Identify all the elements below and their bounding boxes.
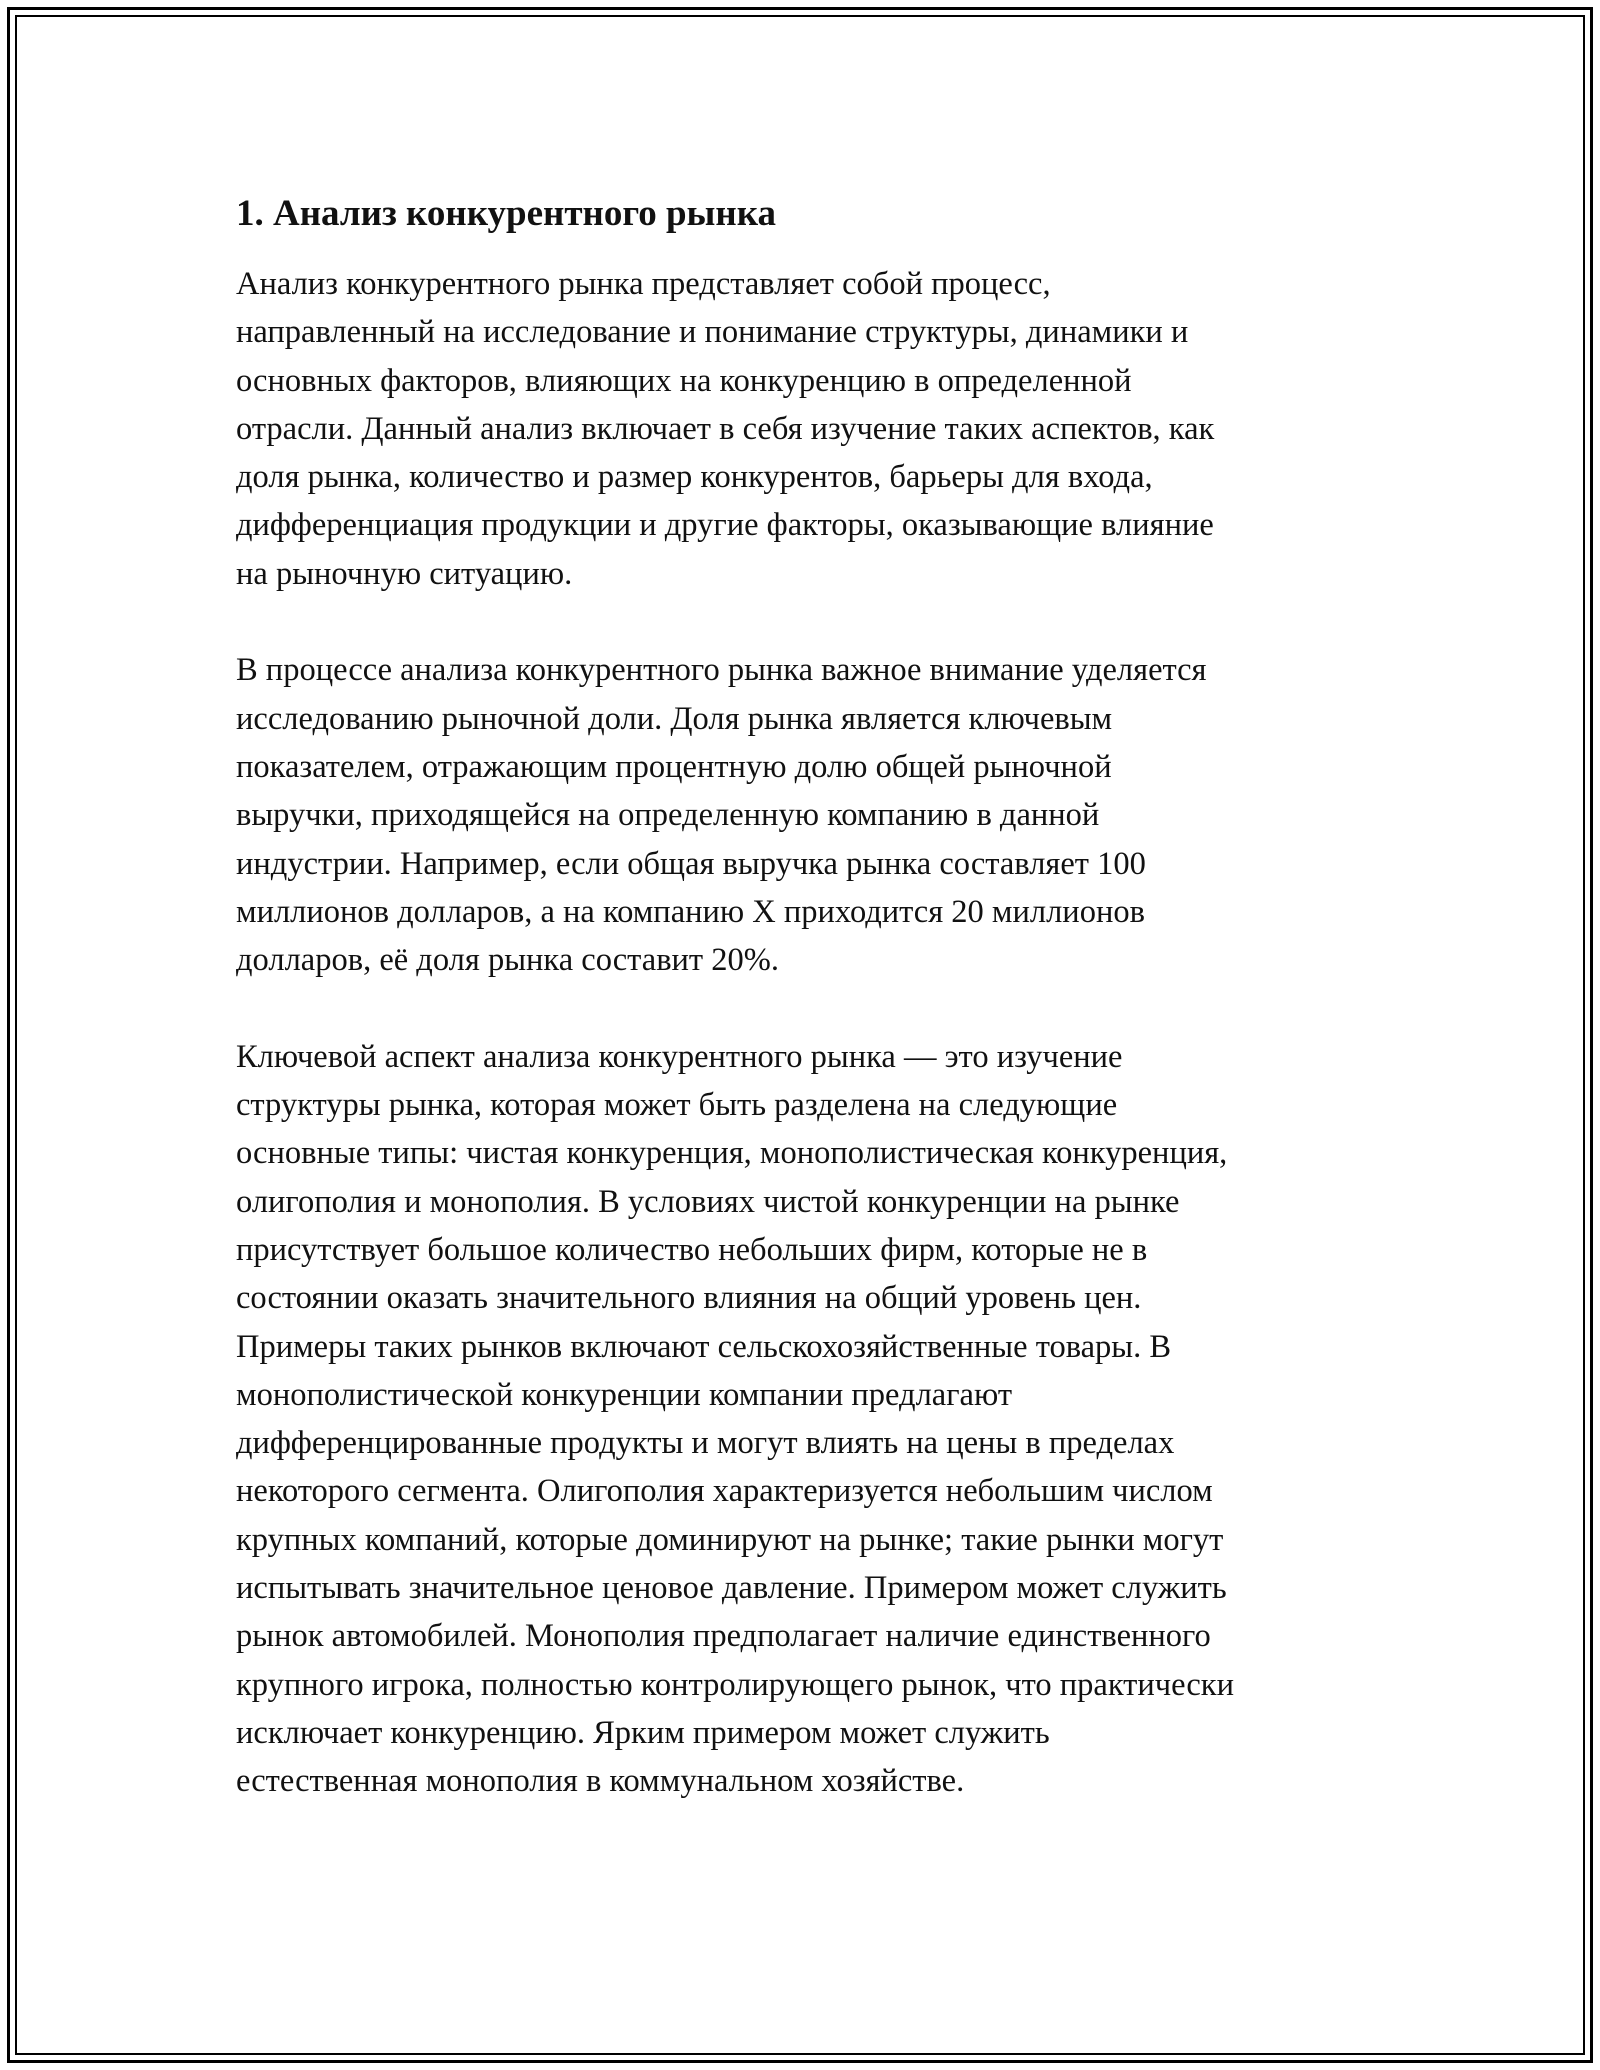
- text-line: выручки, приходящейся на определенную компанию в данной: [236, 797, 1100, 834]
- text-line: показателем, отражающим процентную долю общей рыночной: [236, 748, 1112, 785]
- text-line: монополистической конкуренции компании предлагают: [236, 1376, 1013, 1413]
- text-line: миллионов долларов, а на компанию X приходится 20 миллионов: [236, 893, 1145, 930]
- section-title: 1. Анализ конкурентного рынка: [236, 193, 776, 234]
- text-line: направленный на исследование и понимание структуры, динамики и: [236, 314, 1189, 351]
- text-line: отрасли. Данный анализ включает в себя изучение таких аспектов, как: [236, 410, 1215, 447]
- text-line: крупного игрока, полностью контролирующего рынок, что практически: [236, 1666, 1234, 1703]
- text-line: доля рынка, количество и размер конкурентов, барьеры для входа,: [236, 459, 1153, 496]
- paragraph-3: [236, 1033, 1376, 1806]
- text-line: дифференцированные продукты и могут влиять на цены в пределах: [236, 1425, 1175, 1462]
- text-line: долларов, её доля рынка составит 20%.: [236, 942, 779, 979]
- text-line: Примеры таких рынков включают сельскохозяйственные товары. В: [236, 1328, 1172, 1365]
- text-line: рынок автомобилей. Монополия предполагает наличие единственного: [236, 1618, 1211, 1655]
- document-body: [236, 188, 1376, 1806]
- text-line: В процессе анализа конкурентного рынка важное внимание уделяется: [236, 652, 1207, 689]
- text-line: Ключевой аспект анализа конкурентного рынка — это изучение: [236, 1038, 1123, 1075]
- text-line: исключает конкуренцию. Ярким примером может служить: [236, 1714, 1050, 1751]
- text-line: основные типы: чистая конкуренция, монополистическая конкуренция,: [236, 1135, 1228, 1172]
- text-line: олигополия и монополия. В условиях чистой конкуренции на рынке: [236, 1183, 1180, 1220]
- text-line: основных факторов, влияющих на конкуренцию в определенной: [236, 362, 1132, 399]
- text-line: естественная монополия в коммунальном хозяйстве.: [236, 1763, 965, 1800]
- text-line: некоторого сегмента. Олигополия характеризуется небольшим числом: [236, 1473, 1213, 1510]
- paragraph-1: [236, 260, 1376, 598]
- text-line: присутствует большое количество небольших фирм, которые не в: [236, 1231, 1148, 1268]
- text-line: дифференциация продукции и другие факторы, оказывающие влияние: [236, 507, 1214, 544]
- text-line: состоянии оказать значительного влияния на общий уровень цен.: [236, 1280, 1142, 1317]
- text-line: на рыночную ситуацию.: [236, 555, 573, 592]
- paragraph-2: [236, 646, 1376, 984]
- text-line: крупных компаний, которые доминируют на рынке; такие рынки могут: [236, 1521, 1224, 1558]
- text-line: структуры рынка, которая может быть разделена на следующие: [236, 1087, 1118, 1124]
- text-line: Анализ конкурентного рынка представляет собой процесс,: [236, 266, 1051, 302]
- text-line: испытывать значительное ценовое давление. Примером может служить: [236, 1570, 1227, 1607]
- text-line: индустрии. Например, если общая выручка рынка составляет 100: [236, 845, 1146, 882]
- text-line: исследованию рыночной доли. Доля рынка является ключевым: [236, 700, 1113, 737]
- paragraph-list: [236, 260, 1376, 1806]
